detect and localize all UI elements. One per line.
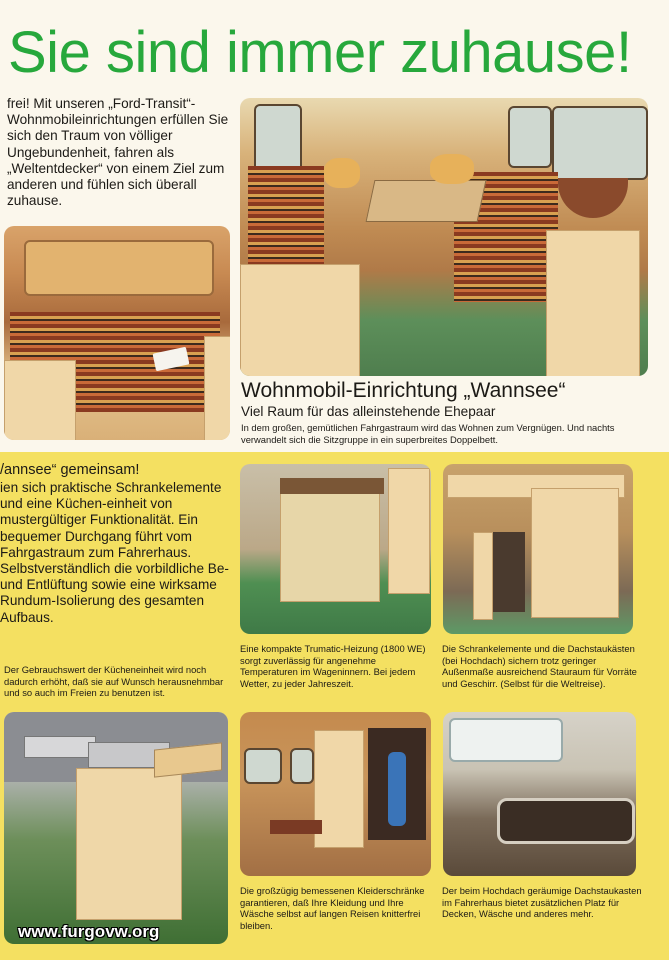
main-caption-title: Wohnmobil-Einrichtung „Wannsee“ (241, 379, 566, 402)
main-caption-body: In dem großen, gemütlichen Fahrgastraum wird das Wohnen zum Vergnügen. Und nachts verwandelt sich die Sitzgruppe in ein superbreites Doppelbett. (241, 422, 615, 445)
storage-compartment (497, 798, 635, 844)
cabinet-front (4, 360, 76, 440)
kitchen-cabinet (76, 768, 182, 920)
windscreen (449, 718, 563, 762)
striped-bench-left (248, 166, 324, 274)
section-body: ien sich praktische Schrankelemente und eine Küchen-einheit von mustergültiger Funktionalität. Ein bequemer Durchgang führt vom Fahrgastraum zum Fahrerhaus. Selbstverständlich die vorbildliche Be- und Entlüftung sowie eine wirksame Rundum-Isolierung des gesamten Aufbaus. (0, 480, 229, 625)
heater-top (280, 478, 384, 494)
main-caption-subtitle: Viel Raum für das alleinstehende Ehepaar (241, 404, 496, 419)
curtain-window (24, 240, 214, 296)
watermark: www.furgovw.org (18, 922, 160, 941)
photo-heater (240, 464, 431, 634)
photo-double-bed (4, 226, 230, 440)
cushion (324, 158, 360, 188)
kitchen-note: Der Gebrauchswert der Kücheneinheit wird noch dadurch erhöht, daß sie auf Wunsch herausnehmbar und so auch im Freien zu benutzen ist. (4, 664, 224, 698)
table (366, 180, 487, 222)
photo-roof-storage (443, 712, 636, 876)
cushion (430, 154, 474, 184)
page-headline: Sie sind immer zuhause! (8, 20, 632, 85)
photo-kitchen-unit (4, 712, 228, 944)
photo-cabinets (443, 464, 633, 634)
hanging-jacket (388, 752, 406, 826)
heater-unit (280, 484, 380, 602)
caption-roof-storage: Der beim Hochdach geräumige Dachstaukasten im Fahrerhaus bietet zusätzlichen Platz für Decken, Wäsche und anderes mehr. (442, 885, 642, 919)
window (290, 748, 314, 784)
photo-wardrobe (240, 712, 431, 876)
seat-cushion (270, 820, 322, 834)
cabinet-front (240, 264, 360, 376)
window (244, 748, 282, 784)
caption-wardrobe: Die großzügig bemessenen Kleiderschränke garantieren, daß Ihre Kleidung und Ihre Wäsche selbst auf langen Reisen knitterfrei bleiben. (240, 885, 425, 931)
rear-window-left (508, 106, 552, 168)
cabinet-right (546, 230, 640, 376)
stove (24, 736, 96, 758)
rear-window-right (552, 106, 648, 180)
cabinet-side (204, 336, 230, 440)
caption-cabinets: Die Schrankelemente und die Dachstaukästen (bei Hochdach) sichern trotz geringer Außenmaße ausreichend Stauraum für Vorräte und Geschirr. (Selbst für die Weltreise). (442, 643, 637, 689)
open-door (473, 532, 493, 620)
wall-panel (388, 468, 430, 594)
fruit-bowl (558, 178, 628, 218)
cabinet-doors (531, 488, 619, 618)
intro-paragraph: frei! Mit unseren „Ford-Transit“-Wohnmobileinrichtungen erfüllen Sie sich den Traum von völliger Ungebundenheit, fahren als „Weltentdecker“ von einem Ziel zum anderen und fühlen sich überall zuhause. (7, 96, 229, 209)
caption-heater: Eine kompakte Trumatic-Heizung (1800 WE) sorgt zuverlässig für angenehme Temperaturen im Wageninnern. Bei jedem Wetter, zu jeder Jahreszeit. (240, 643, 426, 689)
section-heading: /annsee“ gemeinsam! (0, 462, 140, 478)
photo-seating-area (240, 98, 648, 376)
